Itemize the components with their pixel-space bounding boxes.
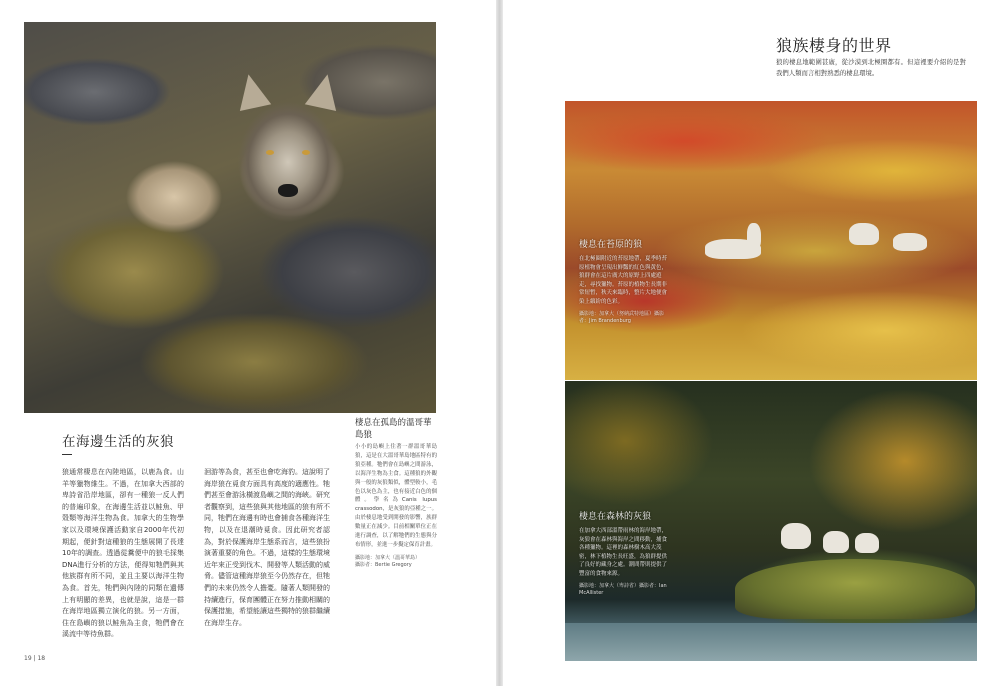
wolf-head-figure — [232, 92, 344, 222]
mossy-rock — [735, 559, 975, 619]
left-page — [0, 0, 496, 686]
wolf-eye-left — [266, 150, 274, 155]
forest-photo-caption — [579, 511, 671, 597]
caption-title: 棲息在森林的灰狼 — [579, 512, 652, 522]
spread-gutter — [496, 0, 503, 686]
right-page — [503, 0, 1000, 686]
caption-title: 棲息在苔原的狼 — [579, 240, 643, 250]
water-surface — [565, 623, 977, 661]
sidebar-body — [355, 443, 437, 569]
body-column-1: 狼通常棲息在內陸地區，以鹿為食。山羊等獵物維生。不過，在加拿大西部的卑詩省沿岸地區，卻有一種狼一反人們的普遍印象，在海邊生活並以鮭魚、甲殼類等海洋生物為食。加拿大的生物學家以及環境保護活動家自2000年代初期起，便針對這種狼的生態展開了長達10年的調查。透過從糞便中的狼毛採集DNA進行分析的方法，便得知牠們與其他族群有所不同，並且主要以海洋生物為食。首先，牠們與內陸的同類在遺傳上有明顯的差異，也就是說，這是一群在海岸地區獨立演化的狼。另一方面，住在島嶼的狼以鮭魚為主食，牠們會在溪流中等待魚群。 — [62, 468, 184, 639]
right-page-title: 狼族棲身的世界 — [776, 36, 892, 55]
right-page-intro: 狼的棲息地範圍甚廣，從沙漠到北極圈都有。但這裡要介紹的是對我們人類而言相對熟悉的棲息環境。 — [776, 58, 966, 77]
sidebar-credit-photographer: 攝影者：Bertie Gregory — [355, 561, 412, 568]
sidebar-title: 棲息在孤島的溫哥華島狼 — [355, 418, 432, 440]
wolf-on-rocks-photo — [24, 22, 436, 413]
caption-credit: 攝影地：加拿大（卑詩省）攝影者：Ian McAllister — [579, 582, 667, 596]
wolf-eye-right — [302, 150, 310, 155]
sidebar-credit — [355, 555, 437, 569]
body-column-2: 洄游等為食，甚至也會吃海豹。這說明了海岸狼在覓食方面具有高度的適應性。牠們甚至會游泳橫渡島嶼之間的海峽。研究者觀察到，這些狼與其他地區的狼有所不同，牠們在海邊有時也會捕食各種海洋生物，以及在退潮時覓食。因此研究者認為，對於保護海岸生態系而言，這些狼扮演著重要的角色。不過，這樣的生態環境近年來正受到伐木、開發等人類活動的威脅。儘管這種海岸狼至今仍然存在，但牠們的未來仍然令人擔憂。隨著人類開發的持續進行，保育團體正在努力推動相關的保護措施，希望能讓這些獨特的狼群繼續在海岸生存。 — [204, 468, 330, 627]
wolf-figure — [849, 223, 879, 245]
wolf-figure — [893, 233, 927, 251]
sidebar-text: 小小的島嶼上住著一群溫哥華島狼，這是在大溫哥華島地區特有的狼亞種。牠們會在島嶼之間游泳，以海洋生物為主食。這種狼的外觀與一般的灰狼類似，體型較小，毛色以灰色為主，也有接近白色的個體。學名為Canis lupus crassodon，是灰狼的亞種之一。由於棲息地受到開發的影響，族群數量正在減少。目前相關單位正在進行調查，以了解牠們的生態與分布情形，並進一步擬定保育計畫。 — [355, 444, 437, 548]
tundra-wolves-photo — [565, 101, 977, 380]
caption-body: 在北極圈附近的苔原地帶，夏季時苔原植物會呈現出鮮豔的紅色與黃色，狼群會在這片廣大的原野上四處遊走，尋找獵物。苔原的植物生長期非常短暫，秋天來臨時，整片大地便會染上繽紛的色彩。 — [579, 256, 668, 305]
caption-body: 在加拿大西部溫帶雨林的海岸地帶，灰狼會在森林與海岸之間移動，捕食各種獵物。這裡的森林樹木高大茂密，林下植物生長旺盛，為狼群提供了良好的藏身之處。潮間帶則提供了豐富的食物來源。 — [579, 528, 668, 577]
forest-wolves-photo — [565, 381, 977, 661]
tundra-photo-caption — [579, 239, 671, 325]
sidebar-credit-location: 攝影地：加拿大（溫哥華島） — [355, 554, 421, 561]
wolf-figure — [823, 531, 849, 553]
wolf-ear-left — [233, 71, 271, 111]
wolf-figure — [855, 533, 879, 553]
wolf-figure — [781, 523, 811, 549]
caption-credit: 攝影地：加拿大（努納武特地區）攝影者：Jim Brandenburg — [579, 310, 665, 324]
wolf-ear-right — [305, 71, 343, 111]
wolf-nose — [278, 184, 298, 197]
section-title: 在海邊生活的灰狼 — [62, 434, 174, 450]
section-rule — [62, 454, 72, 455]
page-folio: 19 | 18 — [24, 655, 46, 662]
wolf-figure — [747, 223, 761, 249]
